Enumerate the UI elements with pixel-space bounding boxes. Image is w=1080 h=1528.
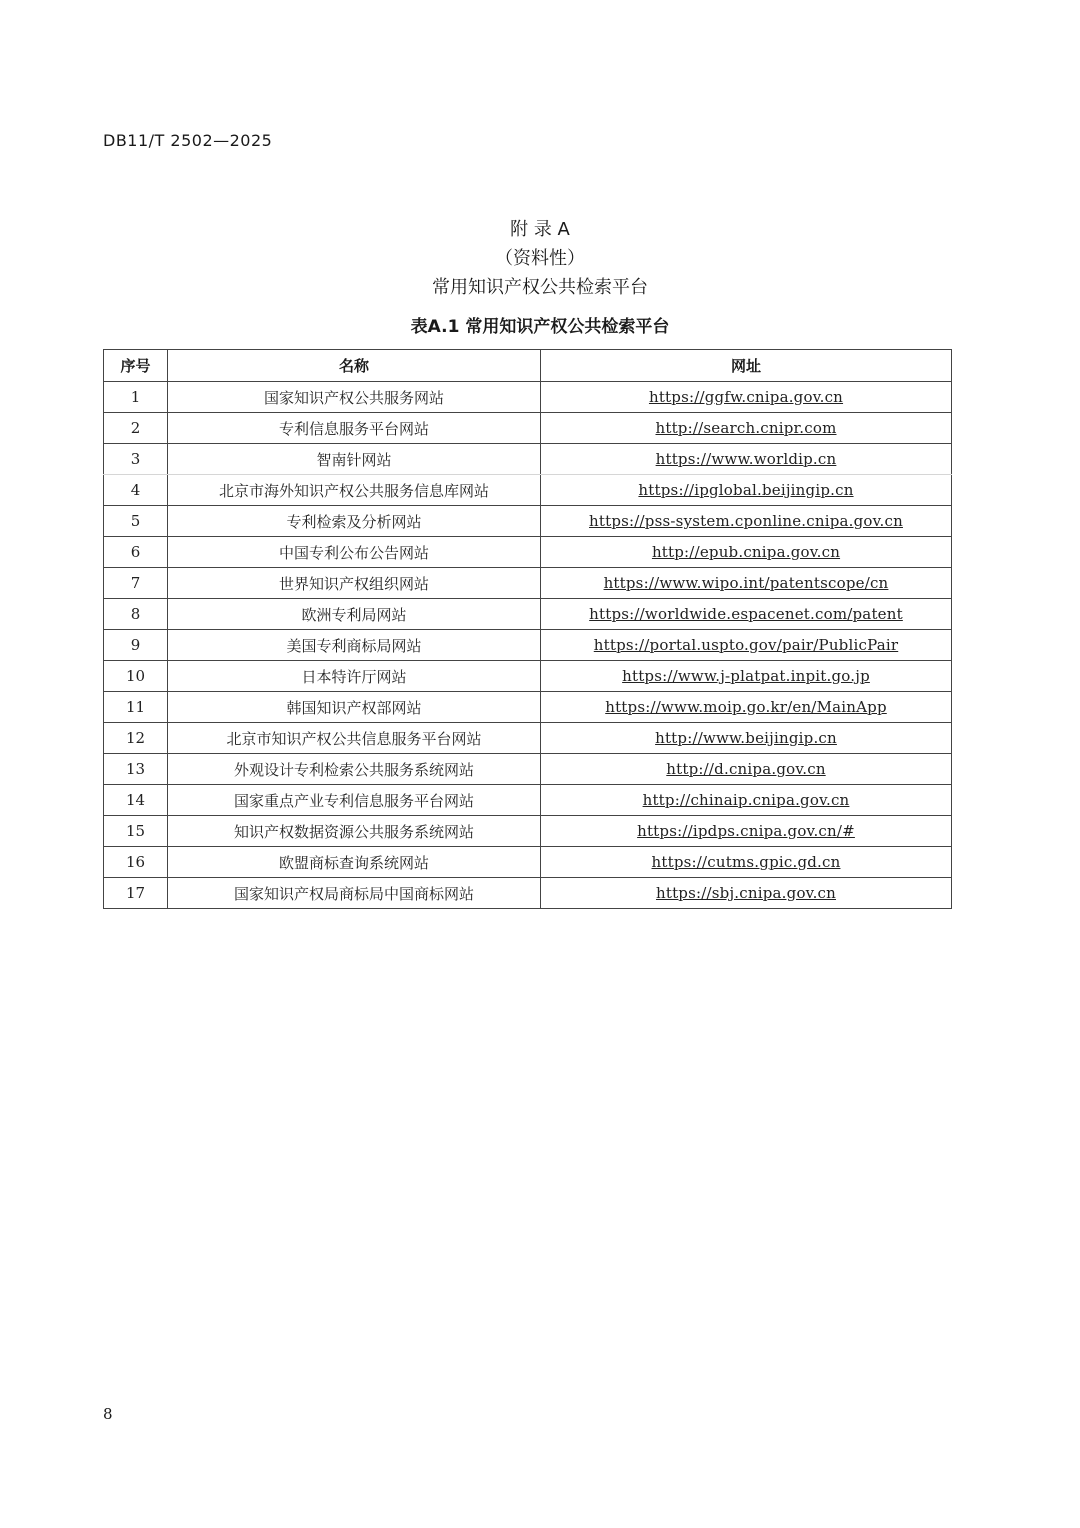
table-row	[104, 475, 952, 506]
platform-url-link[interactable]: https://pss-system.cponline.cnipa.gov.cn	[541, 506, 952, 537]
row-number: 13	[104, 754, 168, 785]
platform-url-link[interactable]: http://www.beijingip.cn	[541, 723, 952, 754]
table-row	[104, 878, 952, 909]
platform-name: 专利检索及分析网站	[168, 506, 541, 537]
platform-name: 知识产权数据资源公共服务系统网站	[168, 816, 541, 847]
platform-url-link[interactable]: https://www.worldip.cn	[541, 444, 952, 475]
row-number: 12	[104, 723, 168, 754]
platform-url-link[interactable]: https://www.wipo.int/patentscope/cn	[541, 568, 952, 599]
table-row	[104, 754, 952, 785]
platform-url-link[interactable]: https://www.j-platpat.inpit.go.jp	[541, 661, 952, 692]
row-number: 9	[104, 630, 168, 661]
table-row	[104, 599, 952, 630]
appendix-heading	[0, 215, 1080, 302]
platform-name: 欧洲专利局网站	[168, 599, 541, 630]
platform-name: 日本特许厅网站	[168, 661, 541, 692]
table-body	[104, 382, 952, 909]
table-row	[104, 847, 952, 878]
table-row	[104, 661, 952, 692]
row-number: 5	[104, 506, 168, 537]
platform-url-link[interactable]: https://sbj.cnipa.gov.cn	[541, 878, 952, 909]
table-row	[104, 785, 952, 816]
row-number: 6	[104, 537, 168, 568]
platform-name: 国家知识产权局商标局中国商标网站	[168, 878, 541, 909]
table-row	[104, 444, 952, 475]
platform-name: 世界知识产权组织网站	[168, 568, 541, 599]
platform-url-link[interactable]: https://www.moip.go.kr/en/MainApp	[541, 692, 952, 723]
table-row	[104, 537, 952, 568]
row-number: 10	[104, 661, 168, 692]
table-row	[104, 413, 952, 444]
table-row	[104, 506, 952, 537]
appendix-title: 常用知识产权公共检索平台	[432, 277, 648, 298]
appendix-nature: （资料性）	[495, 248, 585, 269]
platform-url-link[interactable]: http://chinaip.cnipa.gov.cn	[541, 785, 952, 816]
platform-url-link[interactable]: https://cutms.gpic.gd.cn	[541, 847, 952, 878]
page-number: 8	[103, 1405, 113, 1423]
platform-name: 北京市知识产权公共信息服务平台网站	[168, 723, 541, 754]
row-number: 14	[104, 785, 168, 816]
platform-name: 韩国知识产权部网站	[168, 692, 541, 723]
column-header-name: 名称	[168, 350, 541, 382]
row-number: 11	[104, 692, 168, 723]
platform-name: 智南针网站	[168, 444, 541, 475]
table-row	[104, 382, 952, 413]
platform-url-link[interactable]: http://d.cnipa.gov.cn	[541, 754, 952, 785]
row-number: 8	[104, 599, 168, 630]
standard-code: DB11/T 2502—2025	[103, 131, 273, 150]
row-number: 15	[104, 816, 168, 847]
platform-url-link[interactable]: https://ipglobal.beijingip.cn	[541, 475, 952, 506]
platform-name: 北京市海外知识产权公共服务信息库网站	[168, 475, 541, 506]
platform-name: 欧盟商标查询系统网站	[168, 847, 541, 878]
platform-name: 美国专利商标局网站	[168, 630, 541, 661]
platform-url-link[interactable]: https://ipdps.cnipa.gov.cn/#	[541, 816, 952, 847]
platform-name: 国家知识产权公共服务网站	[168, 382, 541, 413]
row-number: 7	[104, 568, 168, 599]
column-header-number: 序号	[104, 350, 168, 382]
appendix-label: 附 录 A	[510, 219, 570, 240]
platform-url-link[interactable]: https://portal.uspto.gov/pair/PublicPair	[541, 630, 952, 661]
row-number: 2	[104, 413, 168, 444]
table-header-row	[104, 350, 952, 382]
table-row	[104, 816, 952, 847]
row-number: 16	[104, 847, 168, 878]
table-row	[104, 568, 952, 599]
table-row	[104, 692, 952, 723]
row-number: 17	[104, 878, 168, 909]
platform-table	[103, 349, 952, 909]
row-number: 4	[104, 475, 168, 506]
platform-name: 中国专利公布公告网站	[168, 537, 541, 568]
platform-name: 国家重点产业专利信息服务平台网站	[168, 785, 541, 816]
platform-url-link[interactable]: https://worldwide.espacenet.com/patent	[541, 599, 952, 630]
platform-name: 外观设计专利检索公共服务系统网站	[168, 754, 541, 785]
platform-url-link[interactable]: http://search.cnipr.com	[541, 413, 952, 444]
table-row	[104, 630, 952, 661]
platform-name: 专利信息服务平台网站	[168, 413, 541, 444]
row-number: 3	[104, 444, 168, 475]
platform-url-link[interactable]: http://epub.cnipa.gov.cn	[541, 537, 952, 568]
table-caption: 表A.1 常用知识产权公共检索平台	[410, 317, 670, 337]
row-number: 1	[104, 382, 168, 413]
column-header-url: 网址	[541, 350, 952, 382]
platform-url-link[interactable]: https://ggfw.cnipa.gov.cn	[541, 382, 952, 413]
table-row	[104, 723, 952, 754]
